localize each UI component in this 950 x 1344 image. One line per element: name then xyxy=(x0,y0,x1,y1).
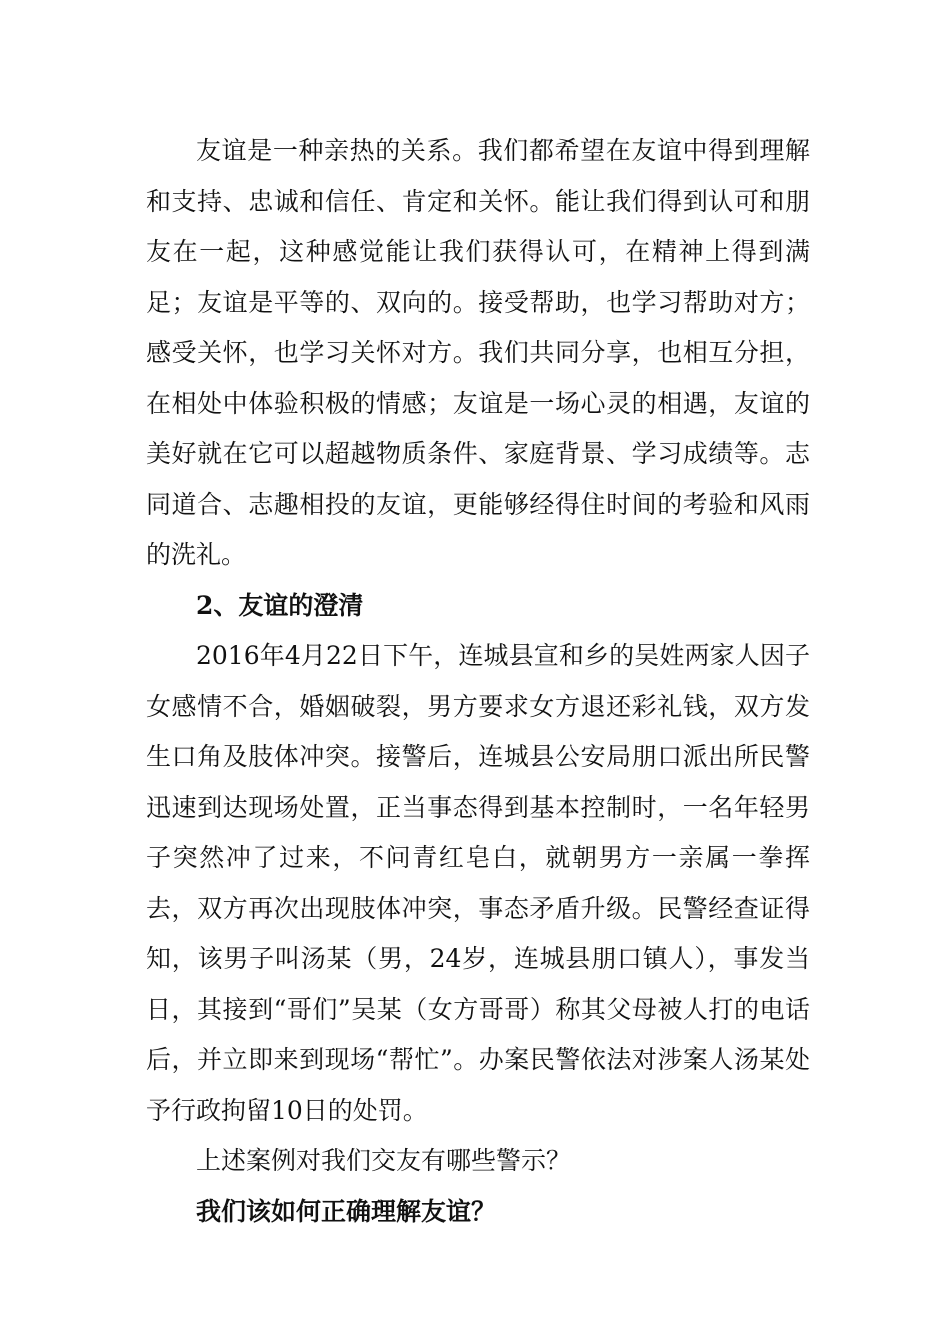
document-page xyxy=(146,126,810,1237)
paragraph-friendship-nature: 友谊是一种亲热的关系。我们都希望在友谊中得到理解和支持、忠诚和信任、肯定和关怀。能让我们得到认可和朋友在一起，这种感觉能让我们获得认可，在精神上得到满足；友谊是平等的、双向的。接受帮助，也学习帮助对方；感受关怀，也学习关怀对方。我们共同分享，也相互分担，在相处中体验积极的情感；友谊是一场心灵的相遇，友谊的美好就在它可以超越物质条件、家庭背景、学习成绩等。志同道合、志趣相投的友谊，更能够经得住时间的考验和风雨的洗礼。 xyxy=(146,136,810,569)
question-heading-understand-friendship: 我们该如何正确理解友谊？ xyxy=(196,1196,497,1226)
paragraph-question-warning: 上述案例对我们交友有哪些警示？ xyxy=(196,1146,572,1175)
paragraph-case-story: 2016年4月22日下午，连城县宣和乡的吴姓两家人因子女感情不合，婚姻破裂，男方要求女方退还彩礼钱，双方发生口角及肢体冲突。接警后，连城县公安局朋口派出所民警迅速到达现场处置，正当事态得到基本控制时，一名年轻男子突然冲了过来，不问青红皂白，就朝男方一亲属一拳挥去，双方再次出现肢体冲突，事态矛盾升级。民警经查证得知，该男子叫汤某（男，24岁，连城县朋口镇人），事发当日，其接到“哥们”吴某（女方哥哥）称其父母被人打的电话后，并立即来到现场“帮忙”。办案民警依法对涉案人汤某处予行政拘留10日的处罚。 xyxy=(146,641,810,1125)
section-heading-friendship-clarification: 2、友谊的澄清 xyxy=(196,590,364,620)
